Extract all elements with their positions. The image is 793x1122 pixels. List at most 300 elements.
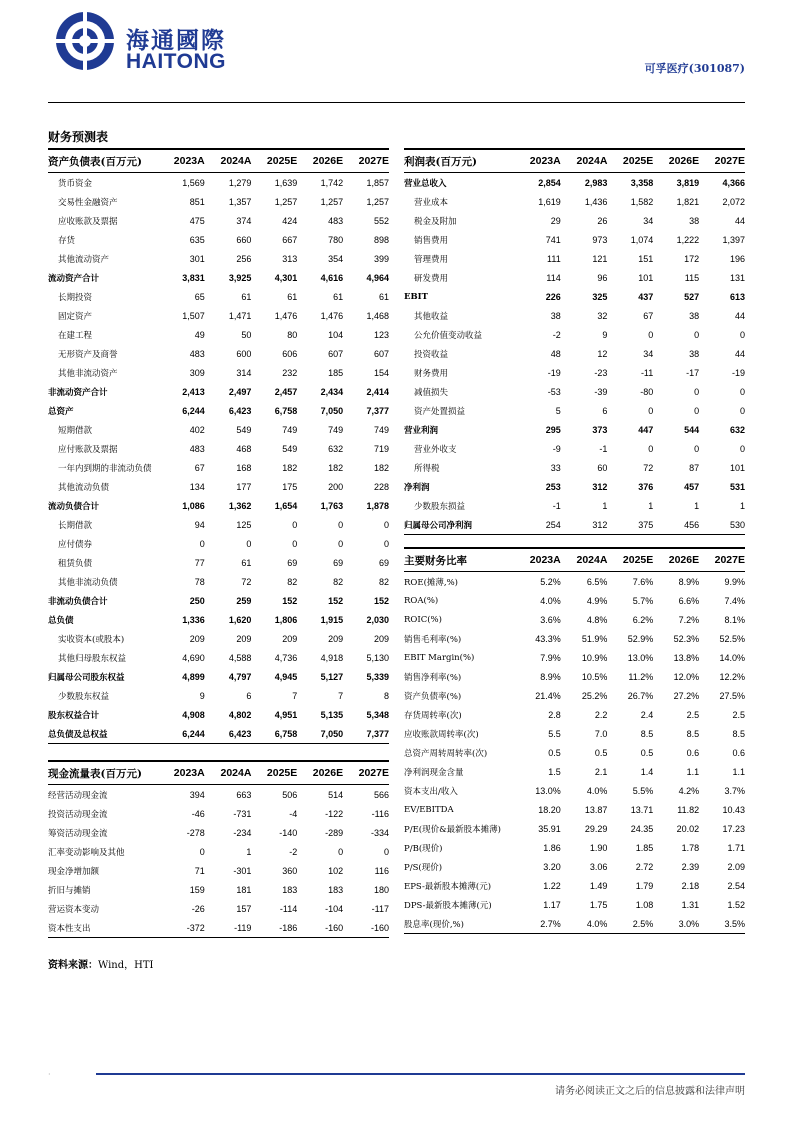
cell-value: 104 — [328, 329, 344, 340]
row-label: 其他收益 — [414, 311, 449, 322]
cell-value: 7.0 — [594, 728, 608, 739]
company-ticker: 可孚医疗(301087) — [644, 62, 745, 75]
cell-value: 0 — [338, 519, 344, 530]
table-row — [48, 325, 389, 344]
cell-value: 6,423 — [228, 405, 252, 416]
cell-value: 851 — [189, 196, 205, 207]
cell-value: 3,358 — [630, 177, 654, 188]
cell-value: 4,964 — [366, 272, 389, 283]
cell-value: 34 — [643, 348, 654, 359]
year-header: 2024A — [205, 761, 252, 785]
cell-value: 1,763 — [320, 500, 344, 511]
row-label: 长期借款 — [58, 520, 93, 531]
table-row — [48, 823, 389, 842]
cell-value: 94 — [194, 519, 205, 530]
cell-value: 14.0% — [719, 652, 745, 663]
table-row — [48, 249, 389, 268]
cell-value: 4,588 — [228, 652, 252, 663]
cell-value: 2.18 — [681, 880, 700, 891]
cell-value: 7,050 — [320, 405, 344, 416]
table-row — [404, 705, 745, 724]
cell-value: 4,908 — [182, 709, 205, 720]
table-row — [404, 344, 745, 363]
cell-value: 4,899 — [182, 671, 205, 682]
cell-value: 313 — [282, 253, 298, 264]
cell-value: 1,582 — [630, 196, 654, 207]
cell-value: -39 — [594, 386, 608, 397]
income-statement-table — [404, 148, 745, 535]
year-header: 2025E — [607, 149, 653, 173]
year-header: 2025E — [607, 548, 653, 572]
cell-value: 1,742 — [320, 177, 344, 188]
cell-value: 1.22 — [543, 880, 561, 891]
cell-value: 232 — [282, 367, 298, 378]
cell-value: 3.06 — [589, 861, 608, 872]
cell-value: 1 — [739, 500, 745, 511]
cell-value: 256 — [236, 253, 252, 264]
year-header: 2027E — [699, 149, 745, 173]
row-label: 归属母公司股东权益 — [48, 672, 125, 683]
cell-value: 32 — [597, 310, 608, 321]
cell-value: -11 — [640, 367, 654, 378]
cell-value: 12.0% — [673, 671, 700, 682]
cell-value: 38 — [550, 310, 561, 321]
cell-value: 5,135 — [320, 709, 344, 720]
cell-value: 6,758 — [251, 724, 297, 744]
table-row — [404, 496, 745, 515]
row-label: 固定资产 — [58, 311, 93, 322]
cell-value: 667 — [282, 234, 298, 245]
cell-value: 1,362 — [228, 500, 252, 511]
cell-value: 663 — [236, 789, 252, 800]
cell-value: 1,279 — [228, 177, 252, 188]
cell-value: 3,819 — [676, 177, 700, 188]
cell-value: 325 — [592, 291, 608, 302]
cell-value: 134 — [189, 481, 205, 492]
cell-value: 607 — [373, 348, 389, 359]
cell-value: 123 — [373, 329, 389, 340]
row-label: ROIC(%) — [404, 614, 442, 625]
cell-value: 111 — [547, 253, 561, 264]
table-row — [48, 534, 389, 553]
cell-value: 72 — [241, 576, 252, 587]
cell-value: 80 — [287, 329, 298, 340]
cell-value: 44 — [734, 215, 745, 226]
cell-value: 33 — [550, 462, 561, 473]
cell-value: 632 — [729, 424, 745, 435]
haitong-emblem-icon — [54, 10, 116, 72]
cell-value: 6,244 — [158, 724, 205, 744]
cell-value: 780 — [328, 234, 344, 245]
cell-value: 1,857 — [366, 177, 389, 188]
cell-value: 7.4% — [724, 595, 745, 606]
row-label: 筹资活动现金流 — [48, 828, 108, 839]
table-row — [48, 173, 389, 193]
cell-value: 2,030 — [366, 614, 389, 625]
cell-value: -160 — [343, 918, 389, 938]
cell-value: 566 — [373, 789, 389, 800]
cell-value: -116 — [371, 808, 389, 819]
cell-value: 1 — [246, 846, 252, 857]
cell-value: 9 — [199, 690, 205, 701]
header-divider — [48, 102, 745, 103]
cell-value: 5 — [555, 405, 561, 416]
cell-value: 8 — [383, 690, 389, 701]
cell-value: 635 — [189, 234, 205, 245]
row-label: 应收账款及票据 — [58, 216, 118, 227]
cell-value: 159 — [189, 884, 205, 895]
cell-value: 6.6% — [678, 595, 700, 606]
cell-value: -334 — [370, 827, 389, 838]
table-row — [404, 363, 745, 382]
cell-value: 1.85 — [635, 842, 654, 853]
cell-value: 0 — [694, 443, 700, 454]
cell-value: 613 — [729, 291, 745, 302]
table-row — [404, 667, 745, 686]
cell-value: 69 — [378, 557, 389, 568]
table-row — [404, 211, 745, 230]
table-row — [48, 458, 389, 477]
cell-value: 78 — [194, 576, 205, 587]
cell-value: -160 — [297, 918, 343, 938]
cell-value: 168 — [236, 462, 252, 473]
cell-value: 209 — [328, 633, 344, 644]
cell-value: 0 — [739, 386, 745, 397]
cell-value: 7.9% — [540, 652, 561, 663]
row-label: 营运资本变动 — [48, 904, 100, 915]
cell-value: 1,222 — [676, 234, 700, 245]
cell-value: 424 — [282, 215, 298, 226]
cell-value: 6,244 — [182, 405, 205, 416]
table-row — [48, 572, 389, 591]
cell-value: 607 — [328, 348, 344, 359]
cell-value: 1.52 — [727, 899, 745, 910]
row-label: 经营活动现金流 — [48, 790, 108, 801]
cell-value: 7,050 — [297, 724, 343, 744]
cell-value: 1,468 — [366, 310, 389, 321]
cell-value: 1,086 — [182, 500, 205, 511]
row-label: 少数股东损益 — [414, 501, 466, 512]
cell-value: 456 — [653, 515, 699, 535]
row-label: 现金净增加额 — [48, 866, 100, 877]
cell-value: 5,339 — [366, 671, 389, 682]
cell-value: -117 — [371, 903, 389, 914]
cell-value: 360 — [282, 865, 298, 876]
cell-value: 3.7% — [724, 785, 745, 796]
cell-value: 314 — [236, 367, 252, 378]
row-label: 资产负债率(%) — [404, 691, 462, 702]
source-note — [48, 956, 153, 971]
cell-value: 632 — [328, 443, 344, 454]
cell-value: 2.39 — [681, 861, 700, 872]
row-label: P/B(现价) — [404, 843, 443, 854]
table-row — [404, 610, 745, 629]
cell-value: 749 — [282, 424, 298, 435]
source-label: 资料来源： — [48, 960, 98, 971]
cell-value: 1,257 — [320, 196, 344, 207]
cell-value: 61 — [378, 291, 389, 302]
cell-value: 3.6% — [540, 614, 561, 625]
cell-value: 27.2% — [673, 690, 700, 701]
row-label: 资产处置损益 — [414, 406, 466, 417]
cell-value: 2,072 — [722, 196, 745, 207]
cell-value: 13.0% — [535, 785, 561, 796]
cell-value: 0 — [694, 405, 700, 416]
cell-value: 1.75 — [589, 899, 608, 910]
cell-value: 5,127 — [320, 671, 344, 682]
row-label: 投资活动现金流 — [48, 809, 108, 820]
table-header-row — [404, 548, 745, 572]
cell-value: 196 — [729, 253, 745, 264]
cell-value: 71 — [194, 865, 205, 876]
cell-value: 394 — [189, 789, 205, 800]
row-label: EPS-最新股本摊薄(元) — [404, 881, 492, 892]
row-label: 总资产 — [48, 406, 74, 417]
cell-value: 506 — [282, 789, 298, 800]
row-label: 其他归母股东权益 — [58, 653, 127, 664]
cell-value: 114 — [546, 272, 561, 283]
cell-value: 0 — [694, 329, 700, 340]
row-label: 销售毛利率(%) — [404, 634, 462, 645]
table-row — [48, 724, 389, 744]
cell-value: 312 — [592, 481, 608, 492]
cell-value: 4.0% — [540, 595, 561, 606]
table-row — [48, 306, 389, 325]
cell-value: 530 — [699, 515, 745, 535]
table-row — [404, 857, 745, 876]
table-row — [404, 515, 745, 535]
row-label: 折旧与摊销 — [48, 885, 91, 896]
footer-disclaimer: 请务必阅读正文之后的信息披露和法律声明 — [555, 1086, 745, 1097]
cell-value: 101 — [729, 462, 745, 473]
cell-value: 3,831 — [182, 272, 205, 283]
row-label: EBIT — [404, 291, 428, 302]
source-text: Wind，HTI — [98, 960, 154, 971]
cell-value: 131 — [729, 272, 745, 283]
row-label: 其他流动负债 — [58, 482, 110, 493]
row-label: 非流动资产合计 — [48, 387, 108, 398]
year-header: 2027E — [699, 548, 745, 572]
year-header: 2026E — [297, 149, 343, 173]
cell-value: 374 — [236, 215, 252, 226]
cell-value: 38 — [689, 215, 700, 226]
cell-value: 2,414 — [366, 386, 389, 397]
cell-value: -19 — [547, 367, 561, 378]
year-header: 2026E — [653, 548, 699, 572]
table-row — [48, 211, 389, 230]
row-label: DPS-最新股本摊薄(元) — [404, 900, 492, 911]
cell-value: 177 — [236, 481, 252, 492]
cell-value: 87 — [689, 462, 700, 473]
cell-value: 18.20 — [538, 804, 561, 815]
cell-value: 1,915 — [320, 614, 344, 625]
cell-value: 10.9% — [581, 652, 608, 663]
row-label: EBIT Margin(%) — [404, 652, 475, 663]
cell-value: 6 — [246, 690, 252, 701]
cell-value: 1,336 — [182, 614, 205, 625]
cell-value: 2,497 — [228, 386, 252, 397]
cell-value: -289 — [325, 827, 344, 838]
cell-value: 0 — [338, 846, 344, 857]
cell-value: 52.3% — [673, 633, 700, 644]
cell-value: 8.5 — [732, 728, 745, 739]
table-row — [48, 899, 389, 918]
cell-value: 20.02 — [676, 823, 700, 834]
cell-value: -301 — [233, 865, 252, 876]
cell-value: 402 — [189, 424, 205, 435]
cell-value: 0 — [199, 846, 205, 857]
year-header: 2023A — [158, 149, 205, 173]
cell-value: 1,397 — [722, 234, 745, 245]
cell-value: 0 — [648, 443, 654, 454]
cell-value: 7.2% — [678, 614, 700, 625]
cell-value: 437 — [638, 291, 654, 302]
year-header: 2025E — [251, 149, 297, 173]
cell-value: 5.5% — [632, 785, 654, 796]
cell-value: -1 — [552, 500, 561, 511]
table-row — [404, 268, 745, 287]
cell-value: 0 — [383, 519, 389, 530]
cell-value: 259 — [236, 595, 252, 606]
row-label: 投资收益 — [414, 349, 449, 360]
cell-value: 0 — [648, 405, 654, 416]
cell-value: -122 — [325, 808, 344, 819]
financial-ratios-table — [404, 547, 745, 934]
cell-value: 6.2% — [632, 614, 654, 625]
cell-value: 301 — [189, 253, 205, 264]
cell-value: 4.8% — [586, 614, 608, 625]
haitong-logo — [54, 10, 254, 72]
table-row — [404, 458, 745, 477]
cell-value: 0 — [292, 538, 298, 549]
cell-value: 2.2 — [594, 709, 608, 720]
cell-value: 5.5 — [548, 728, 561, 739]
row-label: 一年内到期的非流动负债 — [58, 463, 152, 474]
cell-value: 154 — [373, 367, 389, 378]
cell-value: 399 — [373, 253, 389, 264]
table-row — [48, 705, 389, 724]
row-label: 其他非流动负债 — [58, 577, 118, 588]
year-header: 2026E — [653, 149, 699, 173]
row-label: P/S(现价) — [404, 862, 443, 873]
cell-value: 2.5 — [686, 709, 700, 720]
cell-value: 2,457 — [274, 386, 298, 397]
cell-value: 253 — [545, 481, 561, 492]
cell-value: 552 — [373, 215, 389, 226]
table-row — [404, 192, 745, 211]
table-title: 主要财务比率 — [404, 548, 514, 572]
cell-value: 44 — [734, 310, 745, 321]
cell-value: 69 — [287, 557, 298, 568]
table-row — [404, 743, 745, 762]
cell-value: -2 — [552, 329, 561, 340]
year-header: 2024A — [205, 149, 252, 173]
row-label: 应付账款及票据 — [58, 444, 118, 455]
cell-value: 1,357 — [228, 196, 252, 207]
table-title: 资产负债表(百万元) — [48, 149, 158, 173]
cell-value: 6,423 — [205, 724, 252, 744]
cell-value: 1.78 — [681, 842, 700, 853]
cell-value: 1,654 — [274, 500, 298, 511]
cell-value: 0.6 — [732, 747, 745, 758]
cell-value: 0 — [739, 405, 745, 416]
cell-value: 1.5 — [548, 766, 561, 777]
cell-value: -2 — [289, 846, 298, 857]
cell-value: 11.82 — [677, 804, 700, 815]
cell-value: 6.5% — [586, 576, 608, 587]
cell-value: 34 — [643, 215, 654, 226]
year-header: 2025E — [251, 761, 297, 785]
cell-value: 121 — [592, 253, 608, 264]
cell-value: 38 — [689, 310, 700, 321]
table-row — [404, 401, 745, 420]
table-row — [48, 363, 389, 382]
cell-value: -372 — [158, 918, 205, 938]
cell-value: 17.23 — [722, 823, 745, 834]
cell-value: 3.20 — [543, 861, 561, 872]
table-header-row — [48, 761, 389, 785]
table-header-row — [404, 149, 745, 173]
row-label: 股息率(现价,%) — [404, 914, 514, 934]
row-label: 销售费用 — [414, 235, 449, 246]
cell-value: 52.5% — [719, 633, 745, 644]
table-row — [48, 880, 389, 899]
cell-value: 549 — [282, 443, 298, 454]
cell-value: 1 — [648, 500, 654, 511]
cell-value: 200 — [328, 481, 344, 492]
cell-value: 27.5% — [719, 690, 745, 701]
cell-value: 226 — [545, 291, 561, 302]
cell-value: -53 — [547, 386, 561, 397]
cell-value: 3.0% — [653, 914, 699, 934]
cell-value: -80 — [640, 386, 654, 397]
cell-value: 49 — [194, 329, 205, 340]
cell-value: 50 — [241, 329, 252, 340]
row-label: 资本支出/收入 — [404, 786, 458, 797]
cell-value: 82 — [333, 576, 344, 587]
cell-value: 0 — [694, 386, 700, 397]
row-label: 应收账款周转率(次) — [404, 729, 479, 740]
cell-value: 9 — [602, 329, 608, 340]
cell-value: 1.1 — [732, 766, 745, 777]
cell-value: 4,802 — [228, 709, 252, 720]
table-row — [404, 477, 745, 496]
row-label: 营业利润 — [404, 425, 439, 436]
cell-value: 0 — [383, 538, 389, 549]
cell-value: 0.6 — [686, 747, 700, 758]
cell-value: 209 — [373, 633, 389, 644]
table-title: 现金流量表(百万元) — [48, 761, 158, 785]
cell-value: -23 — [594, 367, 608, 378]
cell-value: 2,413 — [182, 386, 205, 397]
cell-value: 175 — [282, 481, 298, 492]
cell-value: 0.5 — [548, 747, 561, 758]
cell-value: 72 — [643, 462, 654, 473]
row-label: 其他流动资产 — [58, 254, 110, 265]
cell-value: 38 — [689, 348, 700, 359]
row-label: 财务费用 — [414, 368, 449, 379]
row-label: 无形资产及商誉 — [58, 349, 118, 360]
cell-value: 6 — [602, 405, 608, 416]
cell-value: 7.6% — [632, 576, 654, 587]
cell-value: 2,434 — [320, 386, 344, 397]
cell-value: 26 — [597, 215, 608, 226]
cell-value: 4,301 — [274, 272, 298, 283]
cell-value: 741 — [545, 234, 561, 245]
cell-value: -26 — [191, 903, 205, 914]
footer-dot: · — [48, 1070, 51, 1079]
table-row — [48, 648, 389, 667]
